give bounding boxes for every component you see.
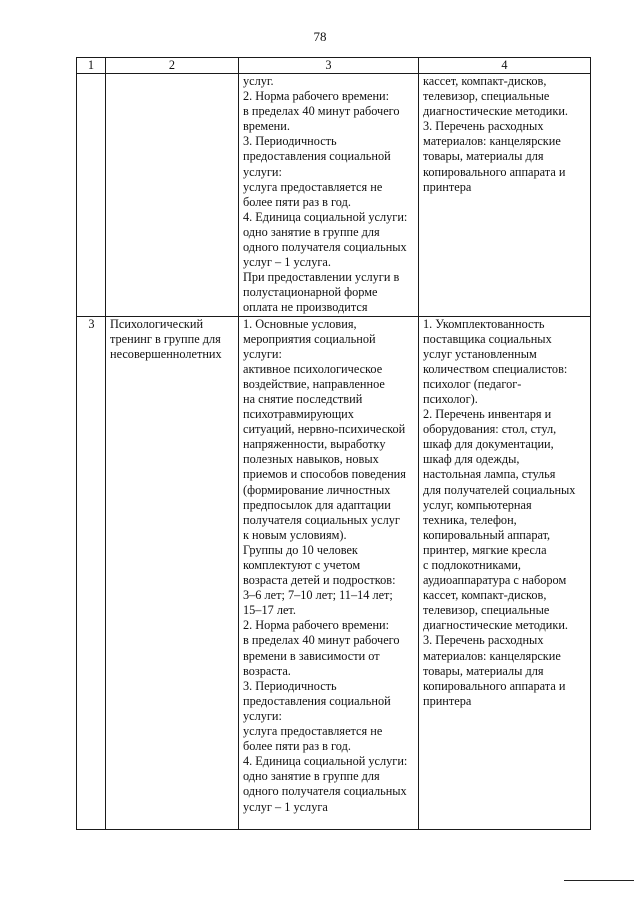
service-resources: 1. Укомплектованность поставщика социальных услуг установленным количеством специалистов: психолог (педагог- психолог). 2. Перечень инвентаря и оборудования: стол, стул, шкаф для документации, шкаф для одежды, настольная лампа, стулья для получателей социальных услуг, компьютерная техника, телефон, копировальный аппарат, принтер, мягкие кресла с подлокотниками, аудиоаппаратура с набором кассет, компакт-дисков, телевизор, специальные диагностические методики. 3. Перечень расходных материалов: канцелярские товары, материалы для копировального аппарата и принтера <box>419 316 591 829</box>
header-row <box>77 58 591 74</box>
scan-edge-line <box>564 880 634 881</box>
table-row <box>77 316 591 829</box>
row-number <box>77 74 106 317</box>
header-col-2: 2 <box>106 58 239 74</box>
service-name <box>106 74 239 317</box>
table-row <box>77 74 591 317</box>
service-resources: кассет, компакт-дисков, телевизор, специальные диагностические методики. 3. Перечень расходных материалов: канцелярские товары, материалы для копировального аппарата и принтера <box>419 74 591 317</box>
service-conditions: услуг. 2. Норма рабочего времени: в пределах 40 минут рабочего времени. 3. Периодичность предоставления социальной услуги: услуга предоставляется не более пяти раз в год. 4. Единица социальной услуги: одно занятие в группе для одного получателя социальных услуг – 1 услуга. При предоставлении услуги в полустационарной форме оплата не производится <box>239 74 419 317</box>
header-col-3: 3 <box>239 58 419 74</box>
page-number: 78 <box>313 29 327 44</box>
services-table <box>76 57 591 830</box>
header-col-1: 1 <box>77 58 106 74</box>
service-name: Психологический тренинг в группе для несовершеннолетних <box>106 316 239 829</box>
header-col-4: 4 <box>419 58 591 74</box>
service-conditions: 1. Основные условия, мероприятия социальной услуги: активное психологическое воздействие, направленное на снятие последствий психотравмирующих ситуаций, нервно-психической напряженности, выработку полезных навыков, новых приемов и способов поведения (формирование личностных предпосылок для адаптации получателя социальных услуг к новым условиям). Группы до 10 человек комплектуют с учетом возраста детей и подростков: 3–6 лет; 7–10 лет; 11–14 лет; 15–17 лет. 2. Норма рабочего времени: в пределах 40 минут рабочего времени в зависимости от возраста. 3. Периодичность предоставления социальной услуги: услуга предоставляется не более пяти раз в год. 4. Единица социальной услуги: одно занятие в группе для одного получателя социальных услуг – 1 услуга <box>239 316 419 829</box>
row-number: 3 <box>77 316 106 829</box>
